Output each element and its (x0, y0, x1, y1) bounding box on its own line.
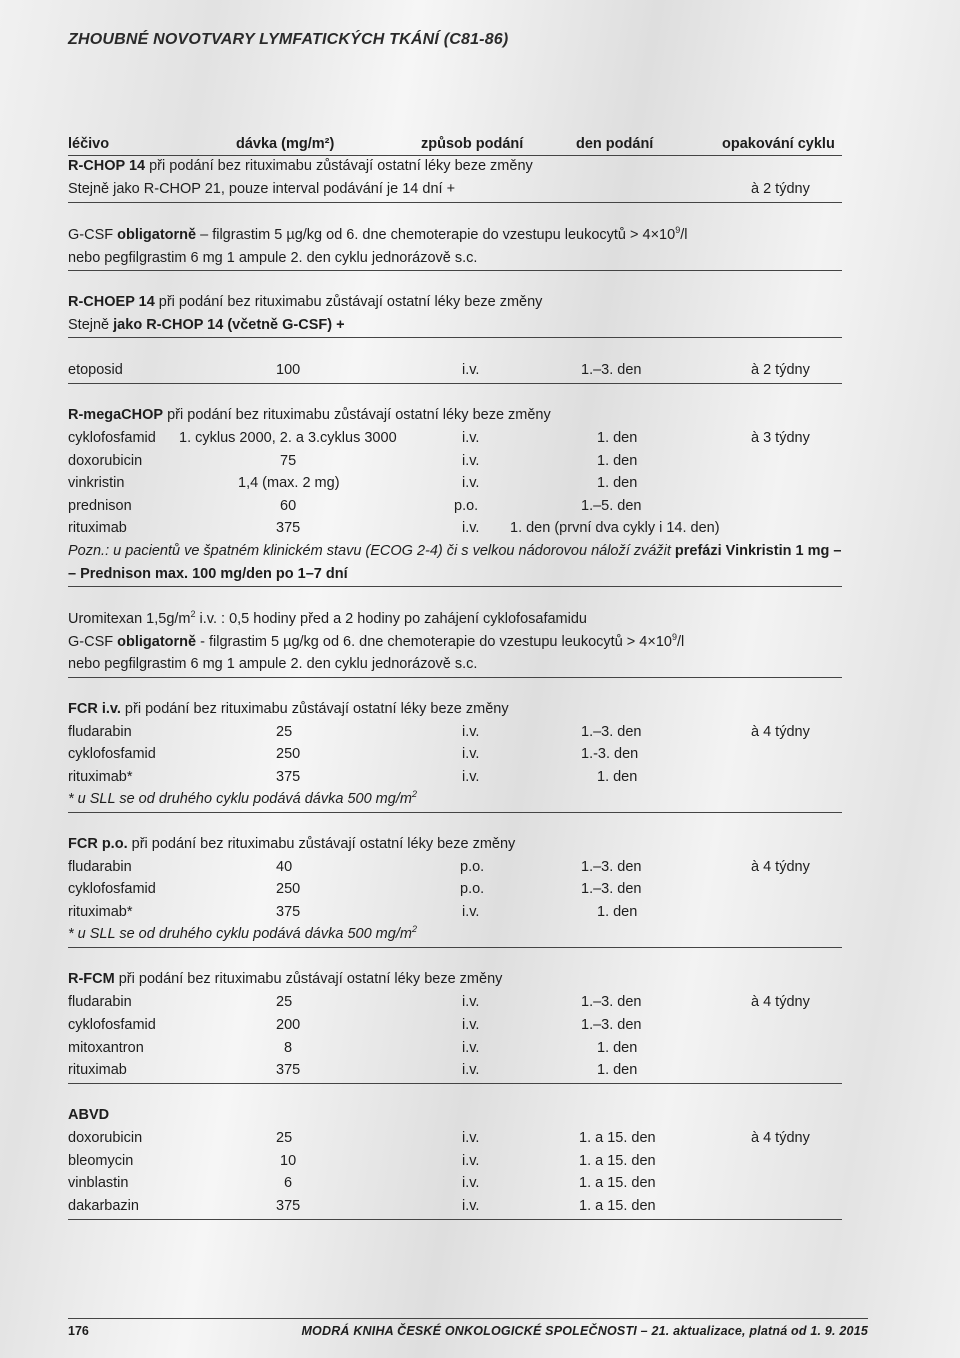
column-header-drug: léčivo (68, 136, 110, 152)
column-header-route: způsob podání (421, 136, 524, 152)
divider (68, 586, 842, 587)
table-row: fludarabin 25 i.v. 1.–3. den à 4 týdny (68, 724, 810, 740)
uromitexan-line: Uromitexan $1,5g/m^2$ i.v. : 0,5 hodiny před a 2 hodiny po zahájení cyklofosafamidu (68, 609, 587, 627)
table-row: doxorubicin 25 i.v. 1. a 15. den à 4 týdny (68, 1130, 810, 1146)
rmegachop-note: Pozn.: u pacientů ve špatném klinickém stavu (ECOG 2-4) či s velkou nádorovou náloží zvážit prefázi Vinkristin 1 mg – (68, 543, 842, 559)
divider (68, 677, 842, 678)
regimen-name: FCR p.o. (68, 836, 128, 852)
table-row: prednison 60 p.o. 1.–5. den (68, 498, 642, 514)
divider (68, 155, 842, 156)
table-row: dakarbazin 375 i.v. 1. a 15. den (68, 1198, 656, 1214)
column-header-day: den podání (576, 136, 654, 152)
divider (68, 1083, 842, 1084)
rfcm-title: R-FCM při podání bez rituximabu zůstávají ostatní léky beze změny (68, 971, 503, 987)
regimen-name: R-megaCHOP (68, 407, 164, 423)
rmegachop-note-line2: – Prednison max. 100 mg/den po 1–7 dní (68, 566, 348, 582)
regimen-name: R-CHOEP 14 (68, 294, 155, 310)
page-number: 176 (68, 1324, 89, 1338)
table-row: vinkristin 1,4 (max. 2 mg) i.v. 1. den (68, 475, 638, 491)
table-row: mitoxantron 8 i.v. 1. den (68, 1040, 638, 1056)
rmegachop-gcsf: G-CSF obligatorně - filgrastim 5 µg/kg od 6. dne chemoterapie do vzestupu leukocytů > $4\times 10^9/l$ (68, 632, 685, 650)
table-row: fludarabin 40 p.o. 1.–3. den à 4 týdny (68, 859, 810, 875)
rchoep14-line: Stejně jako R-CHOP 14 (včetně G-CSF) + (68, 317, 345, 333)
column-header-row (68, 133, 842, 156)
divider (68, 337, 842, 338)
rchop14-gcsf: G-CSF obligatorně – filgrastim 5 µg/kg od 6. dne chemoterapie do vzestupu leukocytů > $4\times 10^9/l$ (68, 225, 688, 243)
table-row: rituximab* 375 i.v. 1. den (68, 904, 638, 920)
running-header: ZHOUBNÉ NOVOTVARY LYMFATICKÝCH TKÁNÍ (C81-86) (68, 31, 509, 48)
table-row: etoposid 100 i.v. 1.–3. den à 2 týdny (68, 362, 810, 378)
fcr-po-footnote: * u SLL se od druhého cyklu podává dávka 500 $mg/m^2$ (68, 924, 417, 942)
rchop14-title: R-CHOP 14 při podání bez rituximabu zůstávají ostatní léky beze změny (68, 158, 533, 174)
divider (68, 812, 842, 813)
footer-divider (68, 1318, 868, 1319)
table-row: vinblastin 6 i.v. 1. a 15. den (68, 1175, 656, 1191)
table-row: rituximab 375 i.v. 1. den (68, 1062, 638, 1078)
table-row: cyklofosfamid 200 i.v. 1.–3. den (68, 1017, 642, 1033)
table-row: fludarabin 25 i.v. 1.–3. den à 4 týdny (68, 994, 810, 1010)
table-row: cyklofosfamid 250 p.o. 1.–3. den (68, 881, 642, 897)
rchoep14-title: R-CHOEP 14 při podání bez rituximabu zůstávají ostatní léky beze změny (68, 294, 543, 310)
table-row: rituximab 375 i.v. 1. den (první dva cykly i 14. den) (68, 520, 720, 536)
divider (68, 1219, 842, 1220)
table-row: cyklofosfamid 250 i.v. 1.-3. den (68, 746, 639, 762)
divider (68, 383, 842, 384)
table-row: doxorubicin 75 i.v. 1. den (68, 453, 638, 469)
regimen-name: R-CHOP 14 (68, 158, 146, 174)
divider (68, 202, 842, 203)
regimen-name: FCR i.v. (68, 701, 121, 717)
column-header-repeat: opakování cyklu (722, 136, 835, 152)
column-header-dose: dávka (mg/m²) (236, 136, 335, 152)
table-row: rituximab* 375 i.v. 1. den (68, 769, 638, 785)
rmegachop-title: R-megaCHOP při podání bez rituximabu zůstávají ostatní léky beze změny (68, 407, 551, 423)
rchop14-gcsf-line2: nebo pegfilgrastim 6 mg 1 ampule 2. den cyklu jednorázově s.c. (68, 250, 478, 266)
abvd-title: ABVD (68, 1107, 110, 1123)
fcr-po-title: FCR p.o. při podání bez rituximabu zůstávají ostatní léky beze změny (68, 836, 516, 852)
regimen-name: R-FCM (68, 971, 115, 987)
table-row: cyklofosfamid 1. cyklus 2000, 2. a 3.cyklus 3000 i.v. 1. den à 3 týdny (68, 430, 810, 446)
rmegachop-gcsf-line2: nebo pegfilgrastim 6 mg 1 ampule 2. den cyklu jednorázově s.c. (68, 656, 478, 672)
divider (68, 270, 842, 271)
footer-text: MODRÁ KNIHA ČESKÉ ONKOLOGICKÉ SPOLEČNOSTI – 21. aktualizace, platná od 1. 9. 2015 (301, 1324, 868, 1338)
rchop14-line: Stejně jako R-CHOP 21, pouze interval podávání je 14 dní + à 2 týdny (68, 181, 810, 197)
fcr-iv-title: FCR i.v. při podání bez rituximabu zůstávají ostatní léky beze změny (68, 701, 509, 717)
fcr-iv-footnote: * u SLL se od druhého cyklu podává dávka 500 $mg/m^2$ (68, 789, 417, 807)
table-row: bleomycin 10 i.v. 1. a 15. den (68, 1153, 656, 1169)
page-footer (68, 1324, 868, 1344)
divider (68, 947, 842, 948)
